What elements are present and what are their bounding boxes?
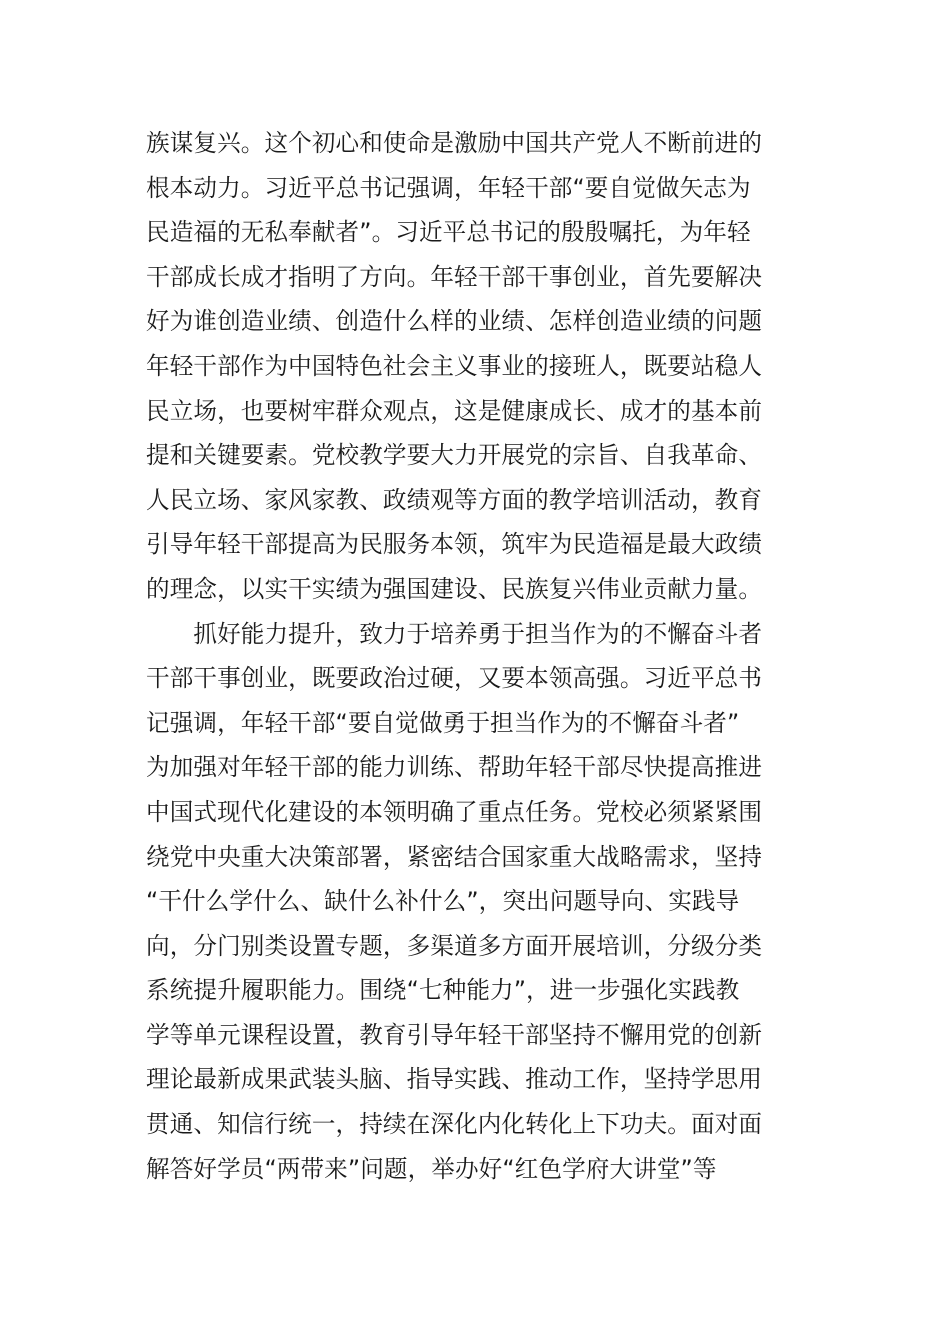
text-line: 根本动力。习近平总书记强调，年轻干部“要自觉做矢志为 <box>146 173 751 202</box>
paragraph-start-line: 抓好能力提升，致力于培养勇于担当作为的不懈奋斗者 <box>146 619 763 648</box>
text-line: 绕党中央重大决策部署，紧密结合国家重大战略需求，坚持 <box>146 842 763 871</box>
text-line: 理论最新成果武装头脑、指导实践、推动工作，坚持学思用 <box>146 1065 763 1094</box>
text-line: 好为谁创造业绩、创造什么样的业绩、怎样创造业绩的问题 <box>146 307 763 336</box>
text-line: 族谋复兴。这个初心和使命是激励中国共产党人不断前进的 <box>146 129 763 157</box>
text-line: 民立场，也要树牢群众观点，这是健康成长、成才的基本前 <box>146 396 763 425</box>
text-line: 中国式现代化建设的本领明确了重点任务。党校必须紧紧围 <box>146 797 763 826</box>
text-line: 人民立场、家风家教、政绩观等方面的教学培训活动，教育 <box>146 485 763 514</box>
text-line: 提和关键要素。党校教学要大力开展党的宗旨、自我革命、 <box>146 441 763 470</box>
text-line: 年轻干部作为中国特色社会主义事业的接班人，既要站稳人 <box>146 351 763 380</box>
text-line: 学等单元课程设置，教育引导年轻干部坚持不懈用党的创新 <box>146 1020 763 1049</box>
document-body <box>146 121 826 1191</box>
text-line: 引导年轻干部提高为民服务本领，筑牢为民造福是最大政绩 <box>146 530 763 559</box>
text-line: 干部成长成才指明了方向。年轻干部干事创业，首先要解决 <box>146 262 763 291</box>
text-line: 贯通、知信行统一，持续在深化内化转化上下功夫。面对面 <box>146 1110 763 1139</box>
text-line: 系统提升履职能力。围绕“七种能力”，进一步强化实践教 <box>146 976 740 1005</box>
text-line: 记强调，年轻干部“要自觉做勇于担当作为的不懈奋斗者” <box>146 708 740 737</box>
text-line: “干什么学什么、缺什么补什么”，突出问题导向、实践导 <box>146 887 740 916</box>
text-line: 干部干事创业，既要政治过硬，又要本领高强。习近平总书 <box>146 664 763 693</box>
text-line: 向，分门别类设置专题，多渠道多方面开展培训，分级分类 <box>146 931 763 960</box>
text-line: 民造福的无私奉献者”。习近平总书记的殷殷嘱托，为年轻 <box>146 218 751 247</box>
text-line: 的理念，以实干实绩为强国建设、民族复兴伟业贡献力量。 <box>146 574 763 603</box>
text-line: 为加强对年轻干部的能力训练、帮助年轻干部尽快提高推进 <box>146 753 763 782</box>
text-line: 解答好学员“两带来”问题，举办好“红色学府大讲堂”等 <box>146 1154 717 1183</box>
